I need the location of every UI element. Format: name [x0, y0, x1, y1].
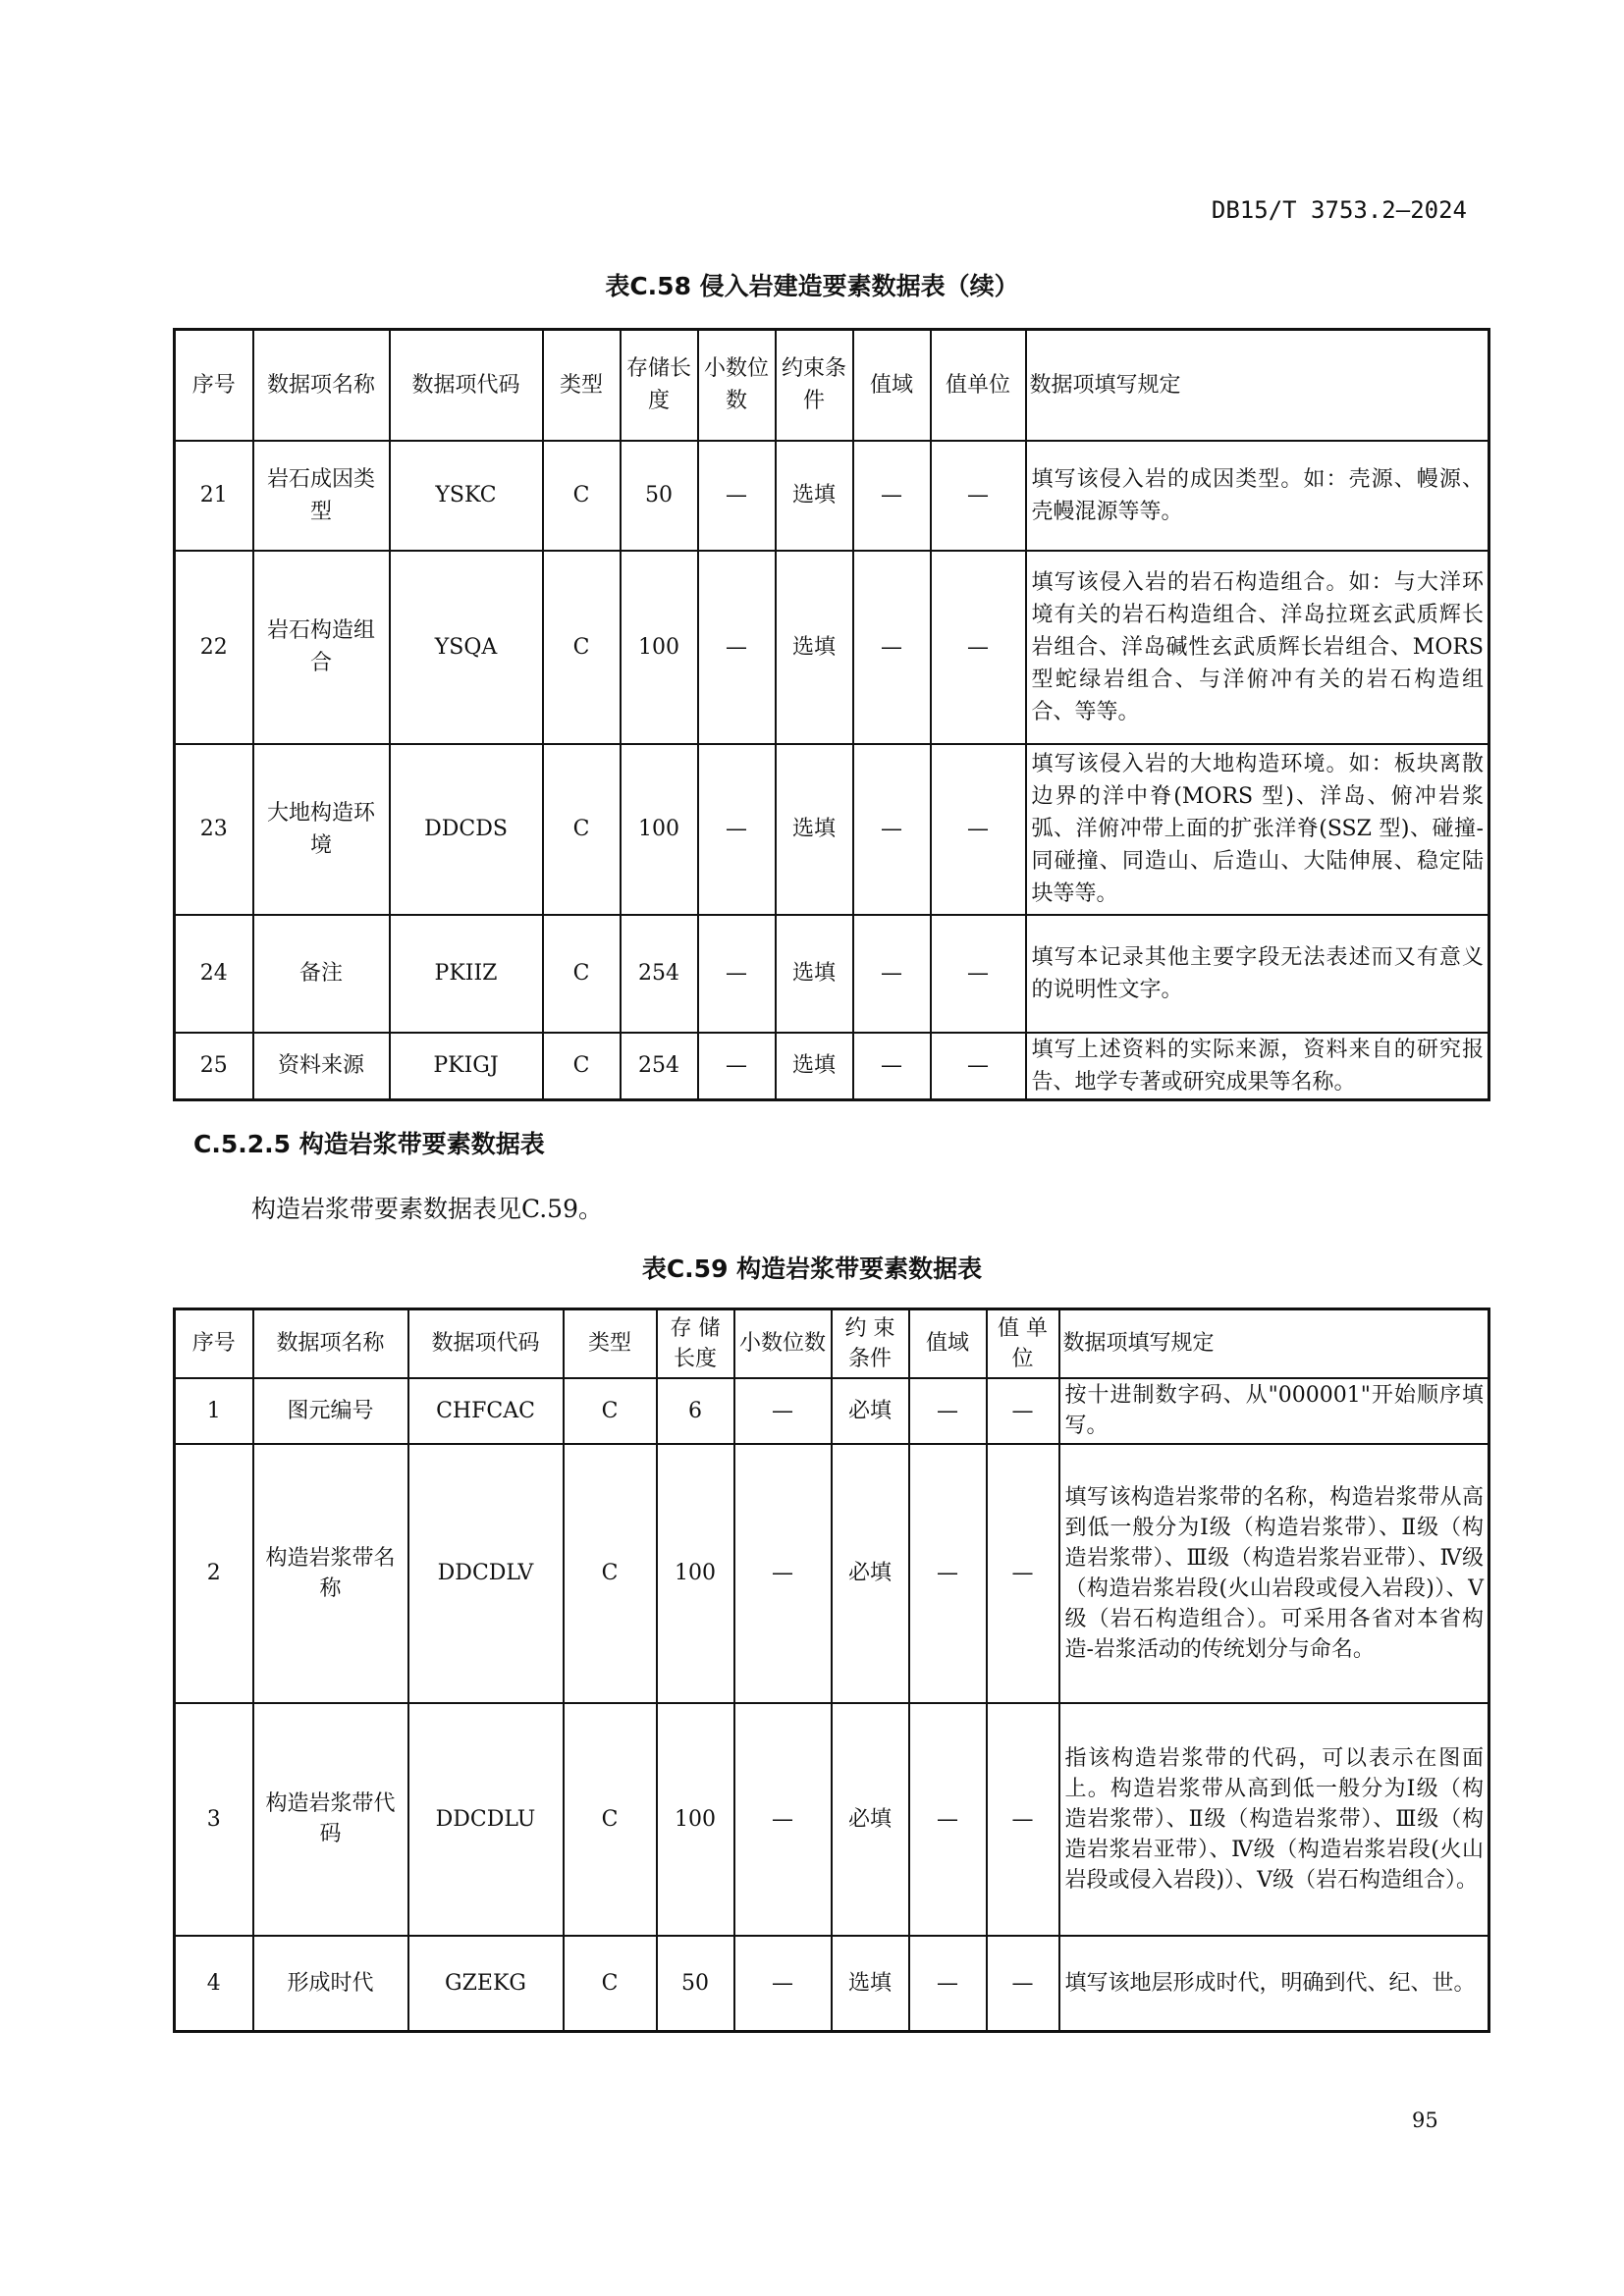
- table-cell: —: [909, 1378, 987, 1444]
- header-cell: 序号: [175, 1309, 253, 1378]
- table-cell: C: [543, 441, 621, 551]
- table-cell: 备注: [253, 915, 390, 1033]
- table-cell: —: [734, 1703, 832, 1936]
- table-cell: 填写本记录其他主要字段无法表述而又有意义的说明性文字。: [1026, 915, 1489, 1033]
- table-cell: —: [909, 1936, 987, 2032]
- table-cell: —: [853, 744, 931, 915]
- table-cell: 选填: [776, 744, 853, 915]
- table-row: [175, 915, 1489, 1033]
- table-cell: 岩石成因类型: [253, 441, 390, 551]
- table-cell: 填写该地层形成时代，明确到代、纪、世。: [1059, 1936, 1489, 2032]
- table-row: [175, 744, 1489, 915]
- table-c59: [173, 1308, 1490, 2033]
- table-cell: 填写该侵入岩的成因类型。如：壳源、幔源、壳幔混源等等。: [1026, 441, 1489, 551]
- table-cell: 图元编号: [253, 1378, 408, 1444]
- header-cell: 类型: [543, 330, 621, 441]
- table-cell: 选填: [776, 1033, 853, 1100]
- table-cell: —: [909, 1703, 987, 1936]
- table-cell: 100: [621, 551, 698, 744]
- table-row: [175, 1378, 1489, 1444]
- table-cell: —: [853, 915, 931, 1033]
- table-cell: 形成时代: [253, 1936, 408, 2032]
- header-cell: 数据项填写规定: [1059, 1309, 1489, 1378]
- header-cell: 小数位数: [698, 330, 776, 441]
- table-cell: 选填: [776, 441, 853, 551]
- table-cell: 21: [175, 441, 253, 551]
- table-cell: 100: [657, 1444, 734, 1703]
- table-cell: —: [734, 1378, 832, 1444]
- table-cell: YSQA: [390, 551, 543, 744]
- table-cell: YSKC: [390, 441, 543, 551]
- table-cell: 资料来源: [253, 1033, 390, 1100]
- table-c58-title: 表C.58 侵入岩建造要素数据表（续）: [605, 272, 1019, 300]
- table-row: [175, 1033, 1489, 1100]
- header-cell: 值域: [909, 1309, 987, 1378]
- table-cell: 3: [175, 1703, 253, 1936]
- table-cell: DDCDLV: [408, 1444, 564, 1703]
- table-cell: 指该构造岩浆带的代码，可以表示在图面上。构造岩浆带从高到低一般分为Ⅰ级（构造岩浆带）、Ⅱ级（构造岩浆带）、Ⅲ级（构造岩浆岩亚带）、Ⅳ级（构造岩浆岩段(火山岩段或侵入岩段)）、Ⅴ级（岩石构造组合）。: [1059, 1703, 1489, 1936]
- table-cell: C: [543, 915, 621, 1033]
- table-cell: 构造岩浆带名称: [253, 1444, 408, 1703]
- table-cell: GZEKG: [408, 1936, 564, 2032]
- table-cell: C: [564, 1703, 657, 1936]
- table-cell: 构造岩浆带代码: [253, 1703, 408, 1936]
- table-cell: —: [734, 1444, 832, 1703]
- table-c59-title: 表C.59 构造岩浆带要素数据表: [641, 1255, 983, 1283]
- header-row: [175, 1309, 1489, 1378]
- table-cell: —: [698, 441, 776, 551]
- table-cell: 254: [621, 1033, 698, 1100]
- table-row: [175, 1936, 1489, 2032]
- header-cell: 存 储长度: [657, 1309, 734, 1378]
- table-cell: C: [564, 1444, 657, 1703]
- table-cell: 必填: [832, 1444, 909, 1703]
- header-cell: 数据项代码: [390, 330, 543, 441]
- header-cell: 小数位数: [734, 1309, 832, 1378]
- table-cell: —: [698, 1033, 776, 1100]
- table-cell: C: [543, 1033, 621, 1100]
- table-cell: 岩石构造组合: [253, 551, 390, 744]
- table-cell: 填写该侵入岩的大地构造环境。如：板块离散边界的洋中脊(MORS 型)、洋岛、俯冲岩浆弧、洋俯冲带上面的扩张洋脊(SSZ 型)、碰撞-同碰撞、同造山、后造山、大陆伸展、稳定陆块等等。: [1026, 744, 1489, 915]
- table-cell: 选填: [776, 915, 853, 1033]
- header-cell: 值 单位: [987, 1309, 1059, 1378]
- table-cell: —: [734, 1936, 832, 2032]
- table-cell: 必填: [832, 1378, 909, 1444]
- table-cell: CHFCAC: [408, 1378, 564, 1444]
- table-cell: C: [564, 1936, 657, 2032]
- table-cell: —: [909, 1444, 987, 1703]
- table-cell: 选填: [832, 1936, 909, 2032]
- table-cell: 填写该构造岩浆带的名称，构造岩浆带从高到低一般分为Ⅰ级（构造岩浆带）、Ⅱ级（构造岩浆带）、Ⅲ级（构造岩浆岩亚带）、Ⅳ级（构造岩浆岩段(火山岩段或侵入岩段)）、Ⅴ级（岩石构造组合）。可采用各省对本省构造-岩浆活动的传统划分与命名。: [1059, 1444, 1489, 1703]
- table-row: [175, 441, 1489, 551]
- table-cell: —: [698, 744, 776, 915]
- table-cell: 填写该侵入岩的岩石构造组合。如：与大洋环境有关的岩石构造组合、洋岛拉斑玄武质辉长岩组合、洋岛碱性玄武质辉长岩组合、MORS 型蛇绿岩组合、与洋俯冲有关的岩石构造组合、等等。: [1026, 551, 1489, 744]
- header-cell: 值域: [853, 330, 931, 441]
- table-cell: —: [931, 915, 1026, 1033]
- table-cell: —: [931, 1033, 1026, 1100]
- header-cell: 数据项填写规定: [1026, 330, 1489, 441]
- table-cell: —: [987, 1444, 1059, 1703]
- table-cell: 按十进制数字码、从"000001"开始顺序填写。: [1059, 1378, 1489, 1444]
- table-cell: 25: [175, 1033, 253, 1100]
- table-cell: —: [698, 915, 776, 1033]
- table-row: [175, 551, 1489, 744]
- table-cell: —: [987, 1936, 1059, 2032]
- table-cell: 大地构造环境: [253, 744, 390, 915]
- table-row: [175, 1703, 1489, 1936]
- table-cell: DDCDS: [390, 744, 543, 915]
- table-cell: —: [853, 441, 931, 551]
- table-cell: 22: [175, 551, 253, 744]
- table-cell: —: [853, 1033, 931, 1100]
- page-number: 95: [1412, 2109, 1438, 2132]
- header-cell: 数据项代码: [408, 1309, 564, 1378]
- table-cell: 50: [657, 1936, 734, 2032]
- table-cell: —: [931, 744, 1026, 915]
- table-cell: —: [987, 1703, 1059, 1936]
- table-row: [175, 1444, 1489, 1703]
- table-cell: C: [543, 551, 621, 744]
- section-heading: C.5.2.5 构造岩浆带要素数据表: [193, 1130, 545, 1158]
- header-cell: 值单位: [931, 330, 1026, 441]
- table-cell: PKIGJ: [390, 1033, 543, 1100]
- header-row: [175, 330, 1489, 441]
- header-cell: 数据项名称: [253, 1309, 408, 1378]
- table-cell: 填写上述资料的实际来源，资料来自的研究报告、地学专著或研究成果等名称。: [1026, 1033, 1489, 1100]
- table-cell: 必填: [832, 1703, 909, 1936]
- table-cell: 254: [621, 915, 698, 1033]
- header-cell: 类型: [564, 1309, 657, 1378]
- table-cell: 1: [175, 1378, 253, 1444]
- table-cell: 24: [175, 915, 253, 1033]
- table-cell: PKIIZ: [390, 915, 543, 1033]
- table-cell: 4: [175, 1936, 253, 2032]
- section-paragraph: 构造岩浆带要素数据表见C.59。: [251, 1195, 603, 1223]
- table-cell: —: [931, 551, 1026, 744]
- table-cell: 50: [621, 441, 698, 551]
- standard-code: DB15/T 3753.2—2024: [1211, 196, 1467, 224]
- header-cell: 约 束条件: [832, 1309, 909, 1378]
- header-cell: 序号: [175, 330, 253, 441]
- table-cell: 2: [175, 1444, 253, 1703]
- table-cell: —: [987, 1378, 1059, 1444]
- table-cell: 100: [621, 744, 698, 915]
- table-cell: 选填: [776, 551, 853, 744]
- table-c58: [173, 328, 1490, 1101]
- table-cell: C: [543, 744, 621, 915]
- table-cell: —: [931, 441, 1026, 551]
- table-cell: DDCDLU: [408, 1703, 564, 1936]
- header-cell: 数据项名称: [253, 330, 390, 441]
- table-cell: C: [564, 1378, 657, 1444]
- table-cell: 23: [175, 744, 253, 915]
- table-cell: 6: [657, 1378, 734, 1444]
- table-cell: —: [853, 551, 931, 744]
- table-cell: 100: [657, 1703, 734, 1936]
- header-cell: 约束条件: [776, 330, 853, 441]
- header-cell: 存储长度: [621, 330, 698, 441]
- table-cell: —: [698, 551, 776, 744]
